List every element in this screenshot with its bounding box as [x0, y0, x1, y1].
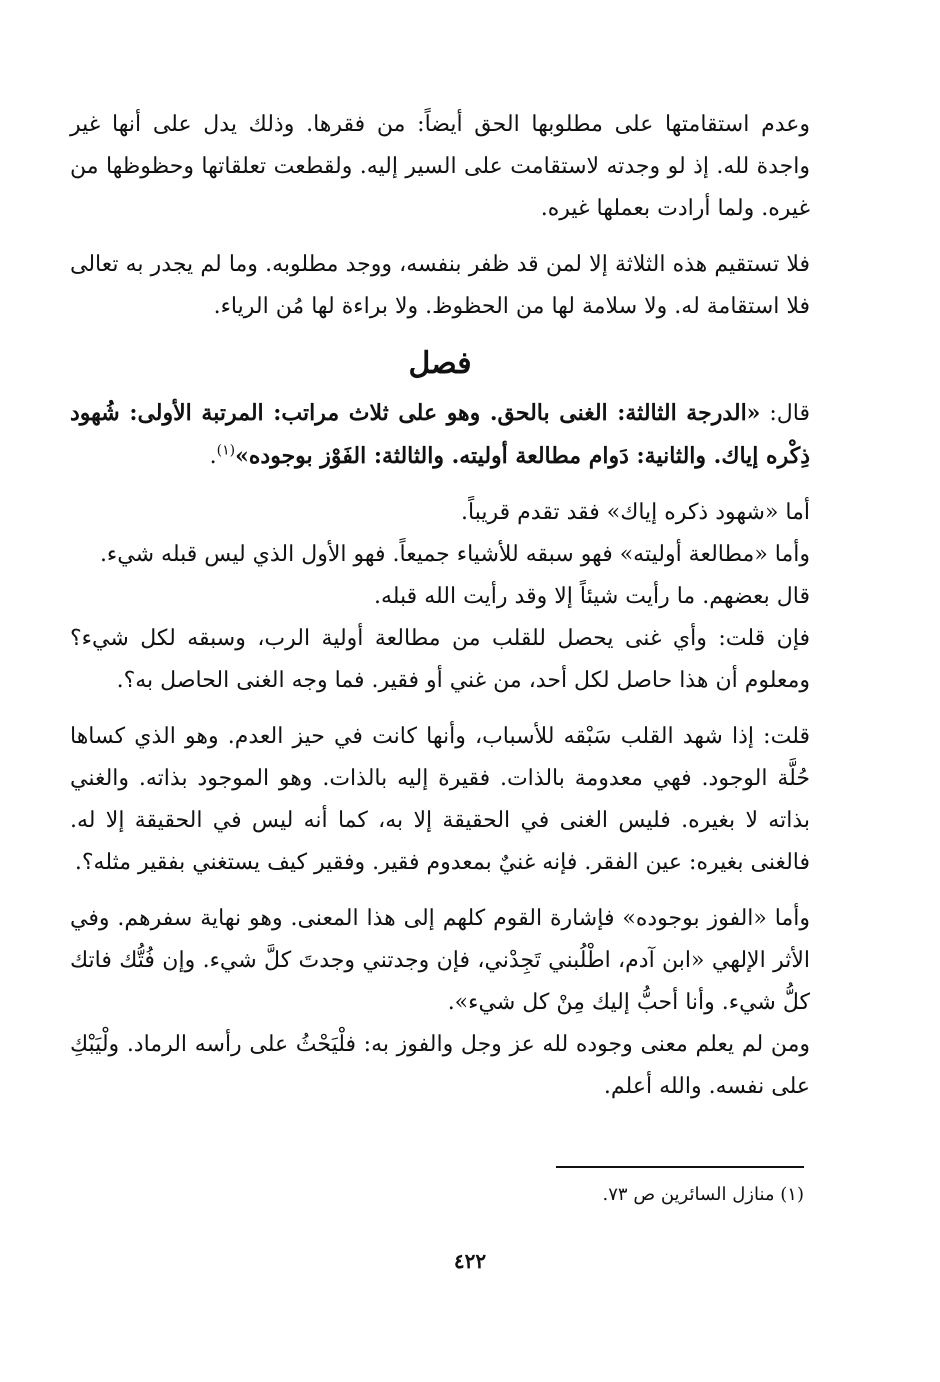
footnote-reference: (١)	[216, 442, 236, 459]
paragraph-1: وعدم استقامتها على مطلوبها الحق أيضاً: من فقرها. وذلك يدل على أنها غير واجدة لله. إذ لو وجدته لاستقامت على السير إليه. ولقطعت تعلقاتها وحظوظها من غيره. ولما أرادت بعملها غيره.	[70, 112, 810, 221]
section-heading: فصل	[408, 346, 472, 381]
paragraph-2: فلا تستقيم هذه الثلاثة إلا لمن قد ظفر بنفسه، ووجد مطلوبه. وما لم يجدر به تعالى فلا استقامة له. ولا سلامة لها من الحظوظ. ولا براءة لها مُن الرياء.	[70, 252, 810, 319]
line-4: فإن قلت: وأي غنى يحصل للقلب من مطالعة أولية الرب، وسبقه لكل شيء؟ ومعلوم أن هذا حاصل لكل أحد، من غني أو فقير. فما وجه الغنى الحاصل به؟.	[70, 626, 810, 693]
page-number: ٤٢٢	[453, 1249, 487, 1273]
footnote-divider	[556, 1166, 804, 1168]
quote-end: .	[209, 444, 217, 469]
paragraph-5: ومن لم يعلم معنى وجوده لله عز وجل والفوز به: فلْيَحْثُ على رأسه الرماد. ولْيَبْكِ على نفسه. والله أعلم.	[70, 1032, 810, 1099]
paragraph-4: وأما «الفوز بوجوده» فإشارة القوم كلهم إلى هذا المعنى. وهو نهاية سفرهم. وفي الأثر الإلهي «ابن آدم، اطْلُبني تَجِدْني، فإن وجدتني وجدتَ كلَّ شيء. وإن فُتُّك فاتك كلُّ شيء. وأنا أحبُّ إليك مِنْ كل شيء».	[70, 906, 810, 1015]
line-3: قال بعضهم. ما رأيت شيئاً إلا وقد رأيت الله قبله.	[373, 584, 810, 609]
page-body	[70, 104, 810, 1122]
line-2: وأما «مطالعة أوليته» فهو سبقه للأشياء جميعاً. فهو الأول الذي ليس قبله شيء.	[99, 542, 810, 567]
quoted-text	[70, 392, 810, 478]
quote-bold: «الدرجة الثالثة: الغنى بالحق. وهو على ثلاث مراتب: المرتبة الأولى: شُهود ذِكْره إياك. والثانية: دَوام مطالعة أوليته. والثالثة: الفَوْز بوجوده»	[70, 400, 810, 469]
quote-intro: قال:	[760, 401, 811, 426]
line-1: أما «شهود ذكره إياك» فقد تقدم قريباً.	[461, 500, 810, 525]
paragraph-3: قلت: إذا شهد القلب سَبْقه للأسباب، وأنها كانت في حيز العدم. وهو الذي كساها حُلَّة الوجود. فهي معدومة بالذات. فقيرة إليه بالذات. وهو الموجود بذاته. والغني بذاته لا بغيره. فليس الغنى في الحقيقة إلا به، كما أنه ليس في الحقيقة إلا له. فالغنى بغيره: عين الفقر. فإنه غنيٌ بمعدوم فقير. وفقير كيف يستغني بفقير مثله؟.	[70, 724, 810, 875]
footnote: (١) منازل السائرين ص ٧٣.	[602, 1184, 804, 1205]
